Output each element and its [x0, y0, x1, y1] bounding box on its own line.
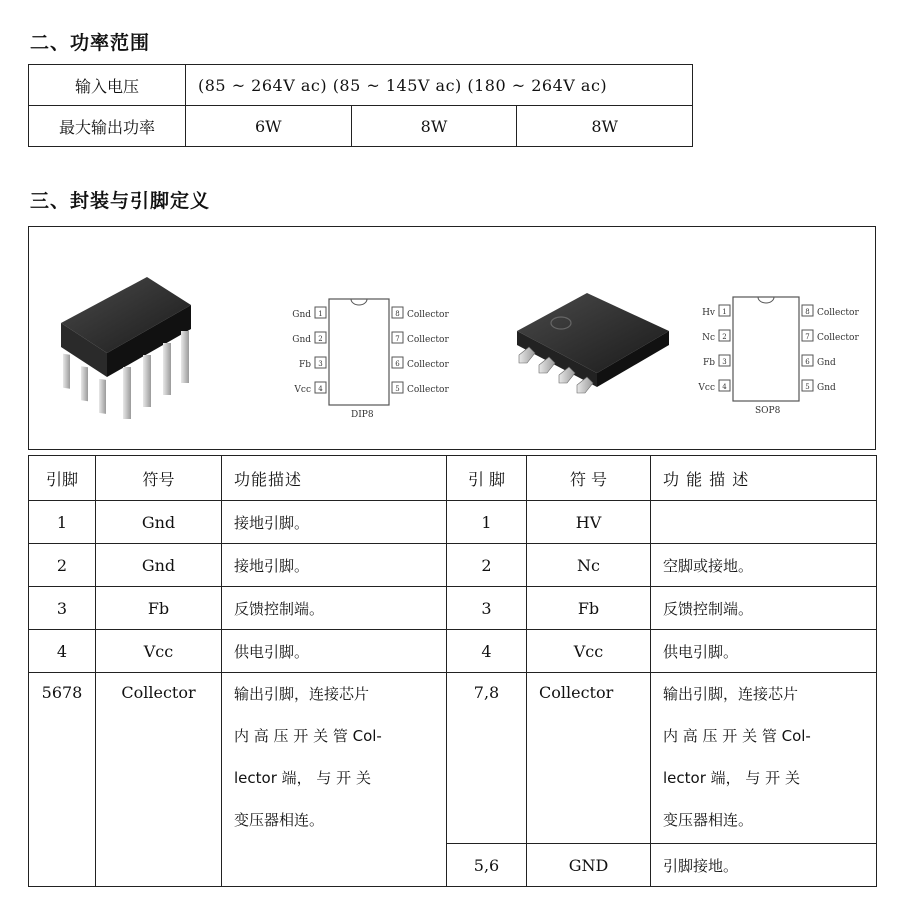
sop-pin-number: 2 — [722, 333, 727, 341]
pin-description: 供电引脚。 — [651, 630, 877, 673]
table-row — [29, 501, 877, 544]
dip-pin-label: Collector — [407, 385, 449, 395]
sop-pin-label: Gnd — [817, 358, 836, 368]
table-row — [29, 673, 877, 844]
sop-pin-number: 4 — [722, 383, 727, 391]
sop-pin-number: 3 — [722, 358, 727, 366]
description-line: 变压器相连。 — [234, 811, 325, 829]
sop-pin-number: 8 — [805, 308, 810, 316]
pin-number: 4 — [447, 630, 527, 673]
sop-pin-label: Collector — [817, 333, 859, 343]
dip-pin-label: Collector — [407, 360, 449, 370]
description-line: 内 高 压 开 关 管 Col- — [234, 727, 382, 745]
pin-number: 2 — [29, 544, 96, 587]
pin-symbol: Vcc — [96, 630, 222, 673]
pin-description: 接地引脚。 — [222, 501, 447, 544]
header-description: 功 能 描 述 — [651, 456, 877, 501]
dip-pin-label: Gnd — [292, 335, 311, 345]
package-illustrations — [29, 227, 877, 451]
description-line: lector 端， 与 开 关 — [234, 769, 371, 787]
pin-description: 引脚接地。 — [651, 844, 877, 887]
pin-symbol: Gnd — [96, 544, 222, 587]
dip-pin-number: 5 — [395, 385, 400, 393]
sop8-chip-image — [517, 293, 669, 393]
pin-symbol: Nc — [527, 544, 651, 587]
sop8-pinout-diagram — [697, 297, 859, 416]
sop-pin-number: 5 — [805, 383, 810, 391]
sop-pin-number: 1 — [722, 308, 727, 316]
pin-number: 1 — [29, 501, 96, 544]
pin-description: 接地引脚。 — [222, 544, 447, 587]
input-voltage-values: (85 ~ 264V ac) (85 ~ 145V ac) (180 ~ 264V ac) — [186, 65, 693, 106]
sop-pin-number: 7 — [805, 333, 810, 341]
sop-pin-label: Fb — [702, 358, 715, 368]
header-pin: 引脚 — [29, 456, 96, 501]
header-pin: 引 脚 — [447, 456, 527, 501]
pin-symbol: HV — [527, 501, 651, 544]
input-voltage-label: 输入电压 — [29, 65, 186, 106]
pin-number: 4 — [29, 630, 96, 673]
description-line: 变压器相连。 — [663, 811, 754, 829]
dip-pin-number: 6 — [395, 360, 400, 368]
pin-number: 5,6 — [447, 844, 527, 887]
pin-number: 2 — [447, 544, 527, 587]
pin-description: 反馈控制端。 — [651, 587, 877, 630]
max-output-label: 最大输出功率 — [29, 106, 186, 147]
dip-pin-number: 4 — [318, 385, 323, 393]
dip-pin-number: 1 — [318, 310, 323, 318]
max-output-value: 8W — [351, 106, 517, 147]
package-figure — [28, 226, 876, 450]
dip8-chip-image — [61, 277, 191, 419]
header-description: 功能描述 — [222, 456, 447, 501]
dip-pin-label: Gnd — [292, 310, 311, 320]
table-row — [29, 630, 877, 673]
header-symbol: 符 号 — [527, 456, 651, 501]
pin-symbol: Fb — [96, 587, 222, 630]
pin-symbol: Vcc — [527, 630, 651, 673]
description-line: lector 端， 与 开 关 — [663, 769, 800, 787]
sop-pin-label: Nc — [702, 333, 715, 343]
pin-description: 空脚或接地。 — [651, 544, 877, 587]
pin-description — [222, 673, 447, 887]
dip-pin-label: Collector — [407, 335, 449, 345]
header-symbol: 符号 — [96, 456, 222, 501]
pin-symbol: Gnd — [96, 501, 222, 544]
pin-description — [651, 673, 877, 844]
dip8-caption: DIP8 — [351, 410, 374, 420]
table-row — [29, 587, 877, 630]
power-range-table — [28, 64, 693, 147]
table-row — [29, 106, 693, 147]
dip8-pinout-diagram — [292, 299, 449, 420]
pin-number: 3 — [447, 587, 527, 630]
dip-pin-label: Vcc — [294, 385, 311, 395]
sop-pin-number: 6 — [805, 358, 810, 366]
sop8-caption: SOP8 — [755, 406, 781, 416]
pin-description: 反馈控制端。 — [222, 587, 447, 630]
pin-definition-table — [28, 455, 877, 887]
section-power-range-title: 二、功率范围 — [30, 32, 151, 54]
dip-pin-number: 8 — [395, 310, 400, 318]
pin-symbol: GND — [527, 844, 651, 887]
table-row — [29, 544, 877, 587]
pin-description — [651, 501, 877, 544]
sop-pin-label: Collector — [817, 308, 859, 318]
max-output-value: 8W — [517, 106, 693, 147]
table-header-row — [29, 456, 877, 501]
dip-pin-label: Collector — [407, 310, 449, 320]
pin-description: 供电引脚。 — [222, 630, 447, 673]
section-package-title: 三、封装与引脚定义 — [30, 190, 211, 212]
pin-symbol: Collector — [527, 673, 651, 844]
dip-pin-number: 2 — [318, 335, 323, 343]
sop-pin-label: Hv — [702, 308, 715, 318]
pin-number: 7,8 — [447, 673, 527, 844]
table-row — [29, 65, 693, 106]
dip-pin-number: 3 — [318, 360, 323, 368]
pin-number: 3 — [29, 587, 96, 630]
dip-pin-number: 7 — [395, 335, 400, 343]
max-output-value: 6W — [186, 106, 352, 147]
description-line: 输出引脚，连接芯片 — [663, 685, 799, 703]
sop-pin-label: Gnd — [817, 383, 836, 393]
pin-number: 5678 — [29, 673, 96, 887]
sop-pin-label: Vcc — [698, 383, 715, 393]
description-line: 内 高 压 开 关 管 Col- — [663, 727, 811, 745]
description-line: 输出引脚，连接芯片 — [234, 685, 370, 703]
dip-pin-label: Fb — [298, 360, 311, 370]
pin-symbol: Collector — [96, 673, 222, 887]
pin-symbol: Fb — [527, 587, 651, 630]
pin-number: 1 — [447, 501, 527, 544]
